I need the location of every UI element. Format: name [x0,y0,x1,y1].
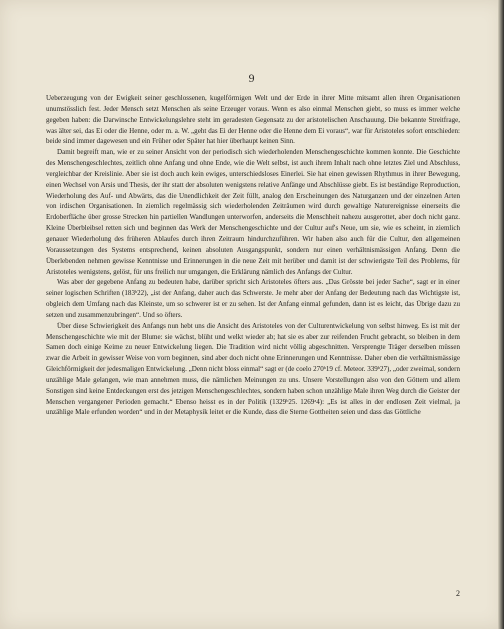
paragraph-3: Was aber der gegebene Anfang zu bedeuten habe, darüber spricht sich Aristoteles öfters aus. „Das Grösste bei jeder Sache“, sagt er in einer seiner logischen Schriften (183ᵇ22), „ist der Anfang, daher auch das Schwerste. Je mehr aber der Anfang der Bedeutung nach das Wichtigste ist, obgleich dem Umfang nach das Kleinste, um so schwerer ist er zu sehen. Ist der Anfang einmal gefunden, dann ist es leicht, das Übrige dazu zu setzen und zusammenzubringen“. Und so öfters. [46,278,460,319]
paragraph-2: Damit begreift man, wie er zu seiner Ansicht von der periodisch sich wiederholenden Menschengeschichte kommen konnte. Die Geschichte des Menschengeschlechtes, zeitlich ohne Anfang und ohne Ende, wie die Welt selbst, ist auch ihrem Inhalt nach ohne letztes Ziel und Abschluss, vergleichbar der Kreislinie. Aber sie ist doch auch kein ewiges, unterschiedsloses Einerlei. Sie hat einen gewissen Rhythmus in ihrer Bewegung, einen Wechsel von Arsis und Thesis, der ihr statt der absoluten wenigstens relative Anfänge und Abschlüsse giebt. Es ist beständige Reproduction, Wiederholung des Auf- und Abwärts, das die Unendlichkeit der Zeit füllt, analog den Erscheinungen des Naturganzen und der einzelnen Arten von irdischen Organisationen. In ziemlich regelmässig sich wiederholenden Zeiträumen wird durch gewaltige Naturereignisse einerseits die Erdoberfläche über grosse Strecken hin partiellen Wandlungen unterworfen, anderseits die Menschheit nahezu ausgerottet, aber doch nicht ganz. Kleine Überbleibsel retten sich und beginnen das Werk der Menschengeschichte und der Cultur auf's Neue, um sie, wie es scheint, in ziemlich genauer Wiederholung des früheren Ablaufes durch ihren Zeitraum hindurchzuführen. Wir haben also auch für die Cultur, den allgemeinen Voraussetzungen des Systems entsprechend, keinen absoluten Ausgangspunkt, sondern nur einen verhältnismässigen Anfang. Denn die Überlebenden nehmen gewisse Kenntnisse und Erinnerungen in die neue Zeit mit herüber und damit ist der schwierigste Teil des Problems, für Aristoteles wenigstens, gelöst, für uns freilich nur umgangen, die Erklärung nämlich des Anfangs der Cultur. [46,148,460,276]
signature-mark: 2 [456,589,460,598]
paragraph-1: Ueberzeugung von der Ewigkeit seiner geschlossenen, kugelförmigen Welt und der Erde in ihrer Mitte mitsamt allen ihren Organisationen unumstösslich fest. Jeder Mensch setzt Menschen als seine Erzeuger voraus. Wenn es also einmal Menschen giebt, so muss es immer welche gegeben haben: die Darwinsche Entwickelungslehre steht im geradesten Gegensatz zu der aristotelischen Anschauung. Die bekannte Streitfrage, was älter sei, das Ei oder die Henne, oder m. a. W. „geht das Ei der Henne oder die Henne dem Ei voraus“, war für Aristoteles sofort entschieden: beide sind immer dagewesen und ein Früher oder Später hat hier überhaupt keinen Sinn. [46,94,460,146]
page-number: 9 [248,74,256,85]
page-edge [498,0,504,629]
paragraph-4: Über diese Schwierigkeit des Anfangs nun hebt uns die Ansicht des Aristoteles von der Culturentwickelung von selbst hinweg. Es ist mit der Menschengeschichte wie mit der Blume: sie wächst, blüht und welkt wieder ab; hat sie es aber zur reifenden Frucht gebracht, so bleiben in dem Samen doch einige Keime zu neuer Entwickelung liegen. Die Tradition wird nicht völlig abgeschnitten. Versprengte Träger derselben müssen zwar die Arbeit in gewisser Weise von vorn beginnen, sind aber doch nicht ohne Erinnerungen und Kenntnisse. Daher eben die verhältnismässige Gleichförmigkeit der jedesmaligen Entwickelung. „Denn nicht bloss einmal“ sagt er (de coelo 270ᵇ19 cf. Meteor. 339ᵇ27), „oder zweimal, sondern unzählige Male gelangen, wie man annehmen muss, die nämlichen Meinungen zu uns. Unsere Vorstellungen also von den Göttern und allem Sonstigen sind keine Entdeckungen erst des jetzigen Menschengeschlechtes, sondern haben schon unzählige Male ihren Weg durch die Geister der Menschen vergangener Perioden gemacht.“ Ebenso heisst es in der Politik (1329ᵇ25. 1269ᵃ4): „Es ist alles in der endlosen Zeit vielmal, ja unzählige Male erfunden worden“ und in der Metaphysik leitet er die Kunde, dass die Sterne Gottheiten seien und dass das Göttliche [46,321,460,417]
body-text [46,93,460,418]
